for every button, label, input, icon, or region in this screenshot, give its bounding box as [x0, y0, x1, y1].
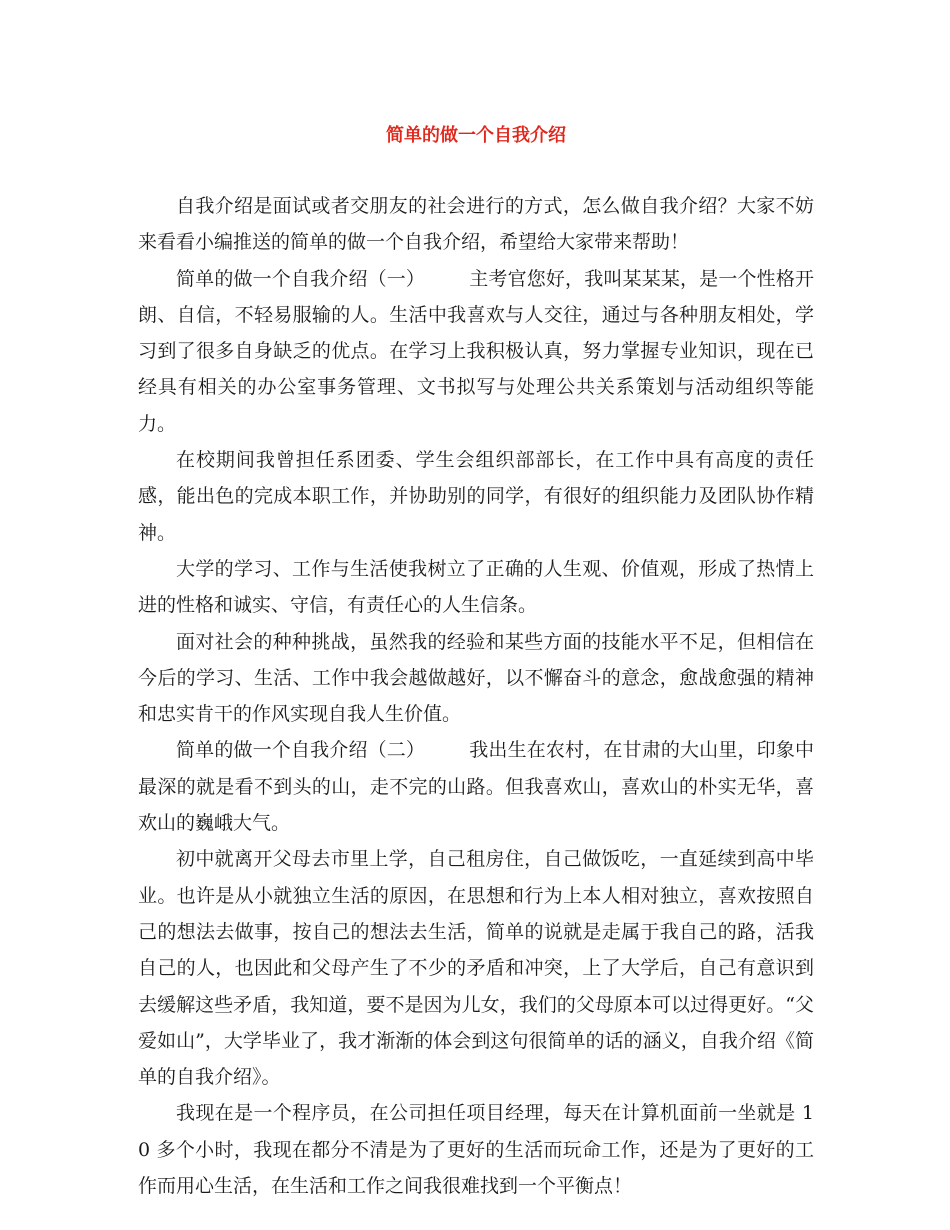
section-heading: 简单的做一个自我介绍（二） [176, 739, 426, 762]
paragraph-text: 我现在是一个程序员，在公司担任项目经理，每天在计算机面前一坐就是 10 多个小时，我现在都分不清是为了更好的生活而玩命工作，还是为了更好的工作而用心生活，在生活和工作之间我很难找到一个平衡点！ [138, 1102, 814, 1198]
paragraph-challenges [138, 624, 814, 733]
paragraph-text: 在校期间我曾担任系团委、学生会组织部部长，在工作中具有高度的责任感，能出色的完成本职工作，并协助别的同学，有很好的组织能力及团队协作精神。 [138, 449, 814, 544]
paragraph-section-two [138, 732, 814, 841]
document-body [138, 188, 814, 1204]
paragraph-text: 自我介绍是面试或者交朋友的社会进行的方式，怎么做自我介绍？大家不妨来看看小编推送的简单的做一个自我介绍，希望给大家带来帮助！ [138, 195, 814, 254]
paragraph-campus [138, 442, 814, 551]
paragraph-text: 面对社会的种种挑战，虽然我的经验和某些方面的技能水平不足，但相信在今后的学习、生活、工作中我会越做越好，以不懈奋斗的意念，愈战愈强的精神和忠实肯干的作风实现自我人生价值。 [138, 630, 814, 726]
section-heading: 简单的做一个自我介绍（一） [176, 267, 426, 290]
paragraph-text: 我出生在农村，在甘肃的大山里，印象中最深的就是看不到头的山，走不完的山路。但我喜欢山，喜欢山的朴实无华，喜欢山的巍峨大气。 [138, 739, 814, 835]
paragraph-university [138, 551, 814, 624]
paragraph-text: 主考官您好，我叫某某某，是一个性格开朗、自信，不轻易服输的人。生活中我喜欢与人交往，通过与各种朋友相处，学习到了很多自身缺乏的优点。在学习上我积极认真，努力掌握专业知识，现在已经具有相关的办公室事务管理、文书拟写与处理公共关系策划与活动组织等能力。 [138, 267, 814, 435]
paragraph-school-life [138, 841, 814, 1095]
paragraph-intro [138, 188, 814, 261]
paragraph-text: 初中就离开父母去市里上学，自己租房住，自己做饭吃，一直延续到高中毕业。也许是从小就独立生活的原因，在思想和行为上本人相对独立，喜欢按照自己的想法去做事，按自己的想法去生活，简单的说就是走属于我自己的路，活我自己的人，也因此和父母产生了不少的矛盾和冲突，上了大学后，自己有意识到去缓解这些矛盾，我知道，要不是因为儿女，我们的父母原本可以过得更好。“父爱如山”，大学毕业了，我才渐渐的体会到这句很简单的话的涵义，自我介绍《简单的自我介绍》。 [138, 848, 814, 1089]
paragraph-section-one [138, 261, 814, 442]
paragraph-work-life [138, 1095, 814, 1204]
document-title: 简单的做一个自我介绍 [386, 125, 566, 146]
paragraph-text: 大学的学习、工作与生活使我树立了正确的人生观、价值观，形成了热情上进的性格和诚实、守信，有责任心的人生信条。 [138, 557, 814, 617]
